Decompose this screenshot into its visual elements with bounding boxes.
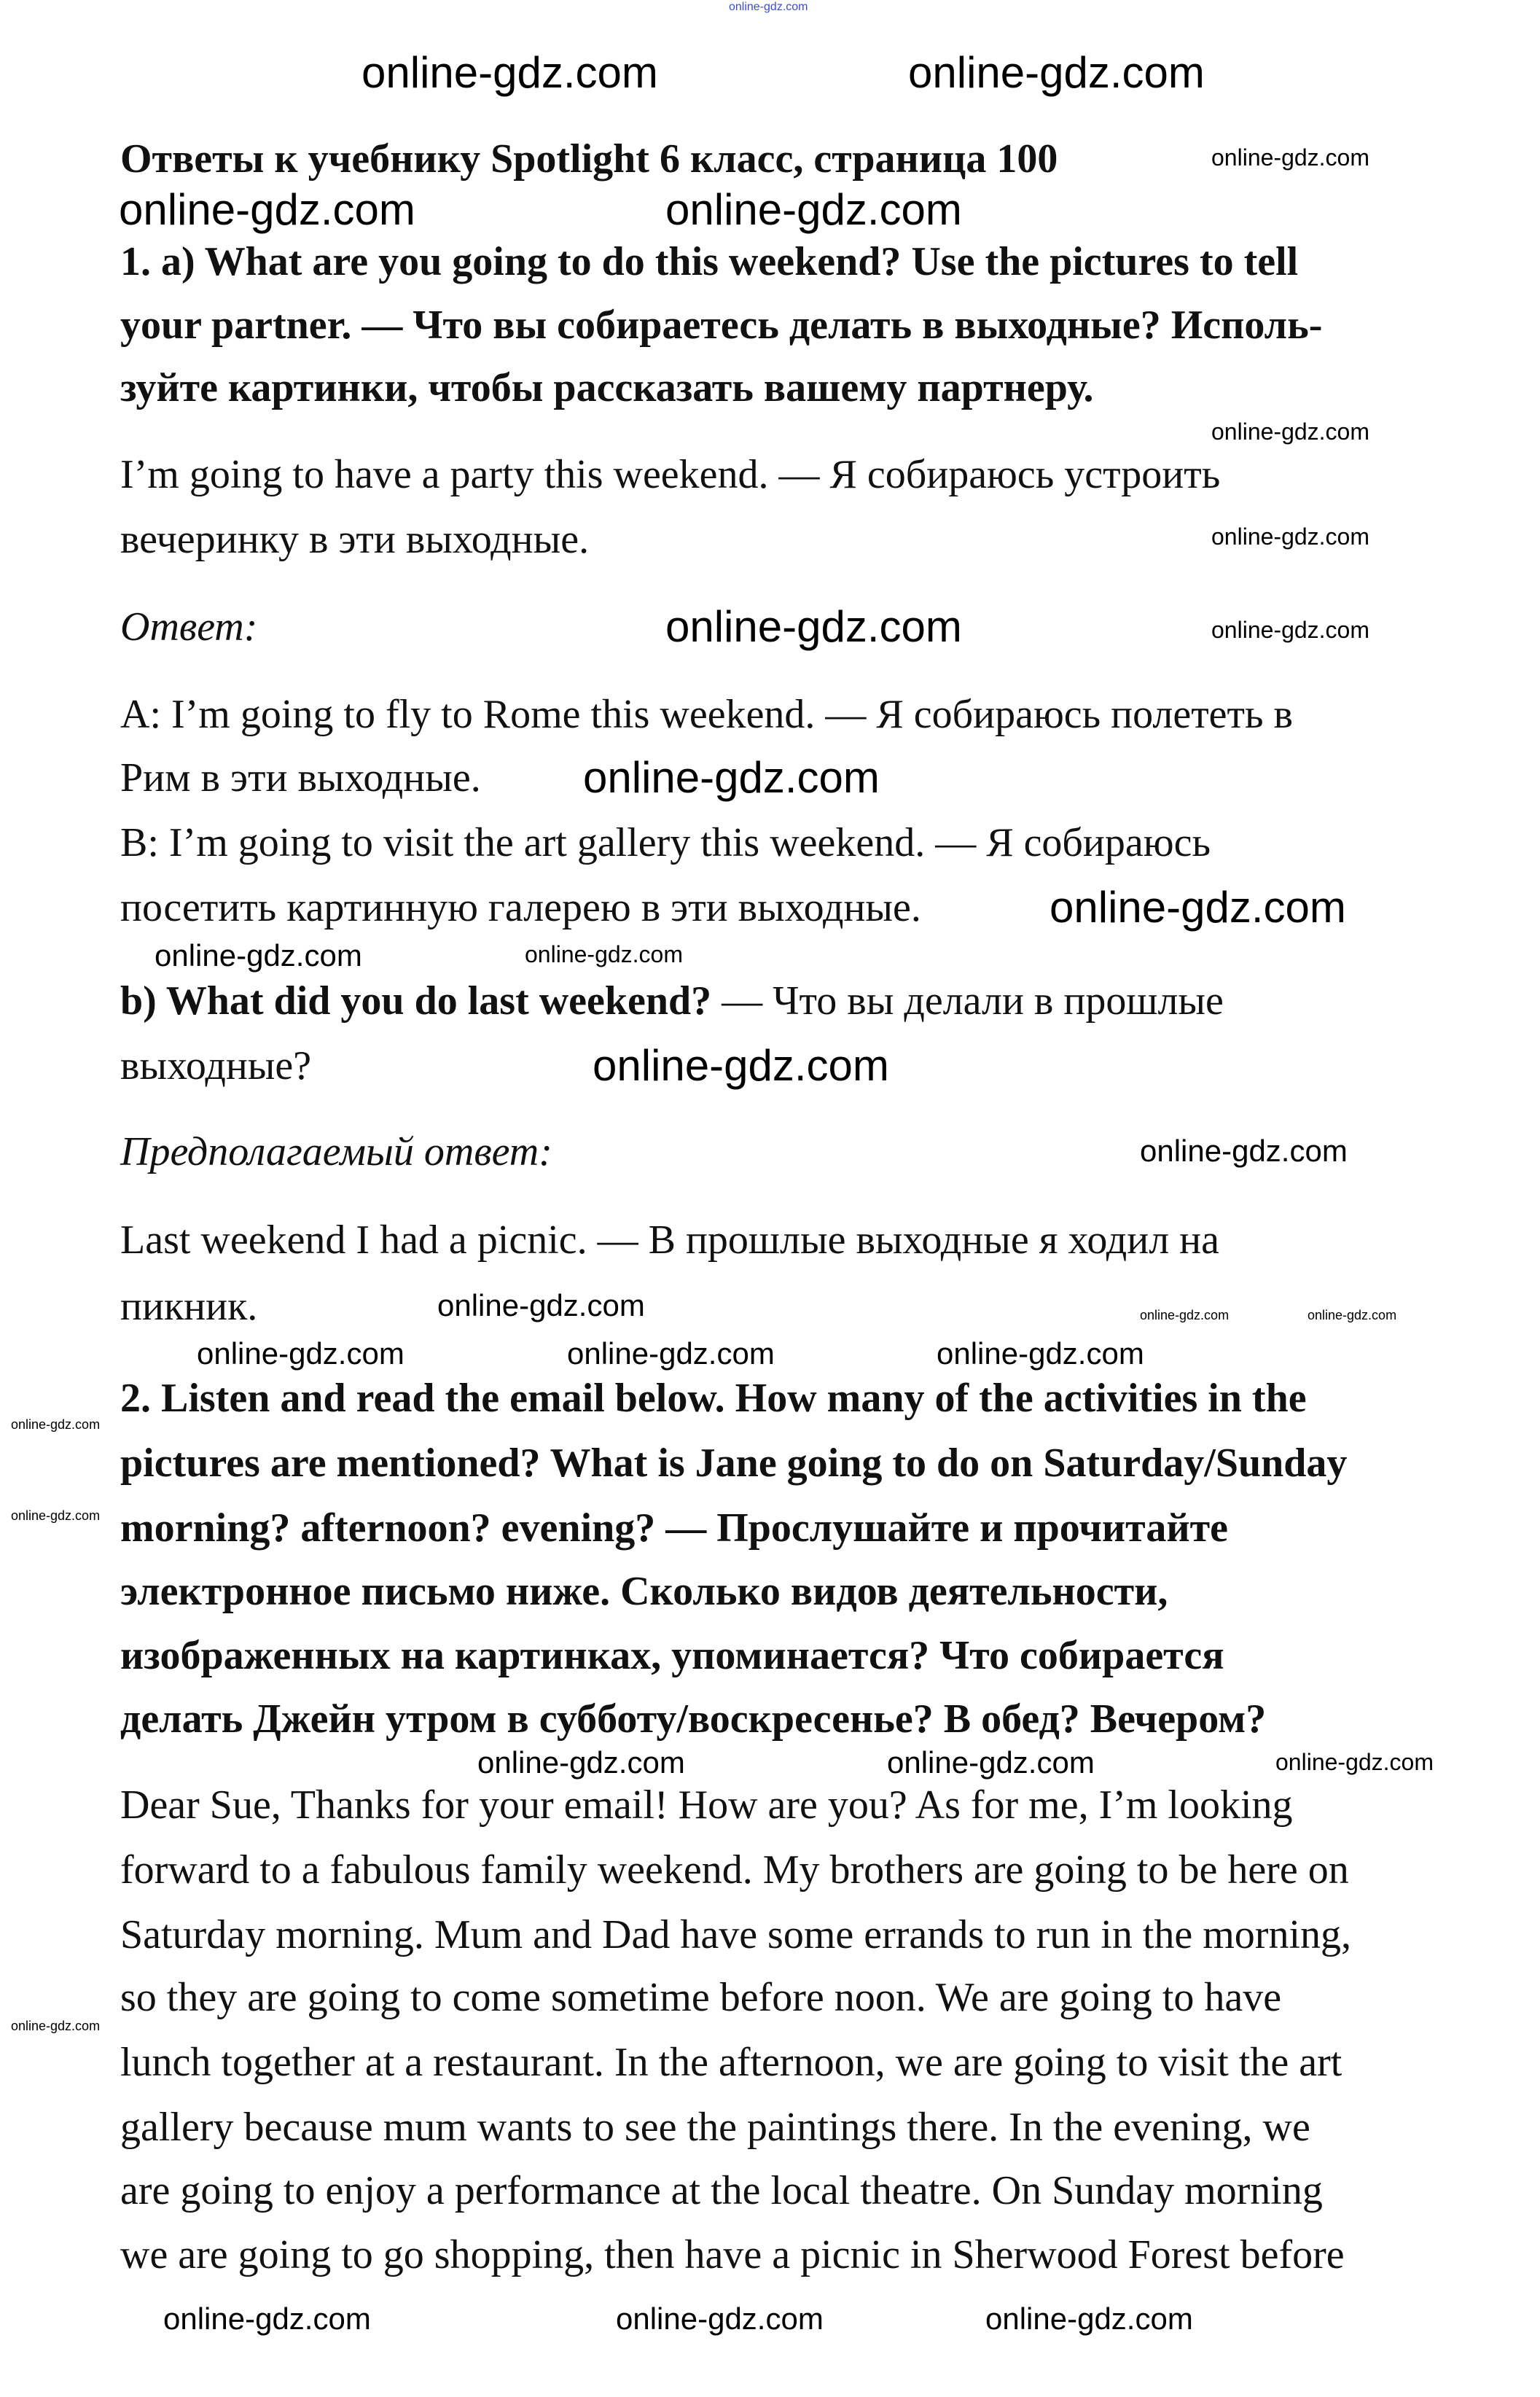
suggested-label: Предполагаемый ответ: xyxy=(120,1129,552,1174)
task1b-question: b) What did you do last weekend? xyxy=(120,978,712,1024)
email-line: gallery because mum wants to see the paintings there. In the evening, we xyxy=(120,2105,1310,2150)
task2-line: pictures are mentioned? What is Jane going to do on Saturday/Sunday xyxy=(120,1441,1348,1486)
header-watermark: online-gdz.com xyxy=(729,1,808,13)
watermark: online-gdz.com xyxy=(11,1508,101,1523)
task2-line: morning? afternoon? evening? — Прослушайте и прочитайте xyxy=(120,1505,1228,1551)
email-line: forward to a fabulous family weekend. My brothers are going to be here on xyxy=(120,1847,1349,1893)
watermark: online-gdz.com xyxy=(163,2301,371,2336)
example-line: I’m going to have a party this weekend. — Я собираюсь устроить xyxy=(120,452,1221,497)
answer-label: Ответ: xyxy=(120,604,258,650)
watermark: online-gdz.com xyxy=(1140,1134,1348,1168)
answer-line: посетить картинную галерею в эти выходные. xyxy=(120,885,921,930)
suggested-line: Last weekend I had a picnic. — В прошлые выходные я ходил на xyxy=(120,1217,1219,1263)
answer-line: A: I’m going to fly to Rome this weekend. — Я собираюсь полететь в xyxy=(120,692,1293,737)
task1b-line xyxy=(120,975,1224,1026)
watermark: online-gdz.com xyxy=(665,185,962,234)
watermark: online-gdz.com xyxy=(1050,883,1346,932)
task1a-line: your partner. — Что вы собираетесь делать в выходные? Исполь- xyxy=(120,303,1323,348)
suggested-line: пикник. xyxy=(120,1284,258,1329)
watermark: online-gdz.com xyxy=(616,2301,824,2336)
watermark: online-gdz.com xyxy=(593,1041,889,1090)
watermark: online-gdz.com xyxy=(525,941,683,967)
task1b-translation: — Что вы делали в прошлые xyxy=(711,978,1224,1024)
task1b-line: выходные? xyxy=(120,1043,312,1088)
task1a-line: зуйте картинки, чтобы рассказать вашему партнеру. xyxy=(120,365,1094,410)
task2-line: 2. Listen and read the email below. How many of the activities in the xyxy=(120,1376,1307,1421)
page-title: Ответы к учебнику Spotlight 6 класс, страница 100 xyxy=(120,136,1058,182)
email-line: so they are going to come sometime before noon. We are going to have xyxy=(120,1975,1282,2020)
task2-line: изображенных на картинках, упоминается? Что собирается xyxy=(120,1633,1224,1678)
watermark: online-gdz.com xyxy=(11,2019,101,2033)
watermark: online-gdz.com xyxy=(665,602,962,651)
watermark: online-gdz.com xyxy=(937,1336,1144,1371)
watermark: online-gdz.com xyxy=(197,1336,404,1371)
example-line: вечеринку в эти выходные. xyxy=(120,517,590,562)
watermark: online-gdz.com xyxy=(477,1745,685,1780)
watermark: online-gdz.com xyxy=(437,1288,645,1322)
email-line: we are going to go shopping, then have a picnic in Sherwood Forest before xyxy=(120,2232,1345,2277)
answer-line: Рим в эти выходные. xyxy=(120,755,481,800)
watermark: online-gdz.com xyxy=(1211,418,1369,445)
email-line: Dear Sue, Thanks for your email! How are you? As for me, I’m looking xyxy=(120,1782,1293,1828)
task2-line: делать Джейн утром в субботу/воскресенье? В обед? Вечером? xyxy=(120,1696,1267,1742)
watermark: online-gdz.com xyxy=(361,48,658,97)
watermark: online-gdz.com xyxy=(1308,1308,1397,1322)
watermark: online-gdz.com xyxy=(583,753,880,802)
email-line: Saturday morning. Mum and Dad have some errands to run in the morning, xyxy=(120,1912,1351,1957)
watermark: online-gdz.com xyxy=(1140,1308,1230,1322)
watermark: online-gdz.com xyxy=(985,2301,1193,2336)
watermark: online-gdz.com xyxy=(155,938,362,973)
task1a-line: 1. a) What are you going to do this weekend? Use the pictures to tell xyxy=(120,239,1299,284)
task2-line: электронное письмо ниже. Сколько видов деятельности, xyxy=(120,1569,1168,1614)
watermark: online-gdz.com xyxy=(1211,523,1369,550)
watermark: online-gdz.com xyxy=(11,1417,101,1432)
answer-line: B: I’m going to visit the art gallery this weekend. — Я собираюсь xyxy=(120,820,1211,865)
watermark: online-gdz.com xyxy=(1211,617,1369,643)
watermark: online-gdz.com xyxy=(567,1336,775,1371)
watermark: online-gdz.com xyxy=(908,48,1205,97)
watermark: online-gdz.com xyxy=(887,1745,1095,1780)
email-line: are going to enjoy a performance at the local theatre. On Sunday morning xyxy=(120,2168,1323,2213)
watermark: online-gdz.com xyxy=(1211,144,1369,171)
watermark: online-gdz.com xyxy=(1275,1749,1434,1775)
watermark: online-gdz.com xyxy=(119,185,415,234)
email-line: lunch together at a restaurant. In the afternoon, we are going to visit the art xyxy=(120,2040,1342,2085)
